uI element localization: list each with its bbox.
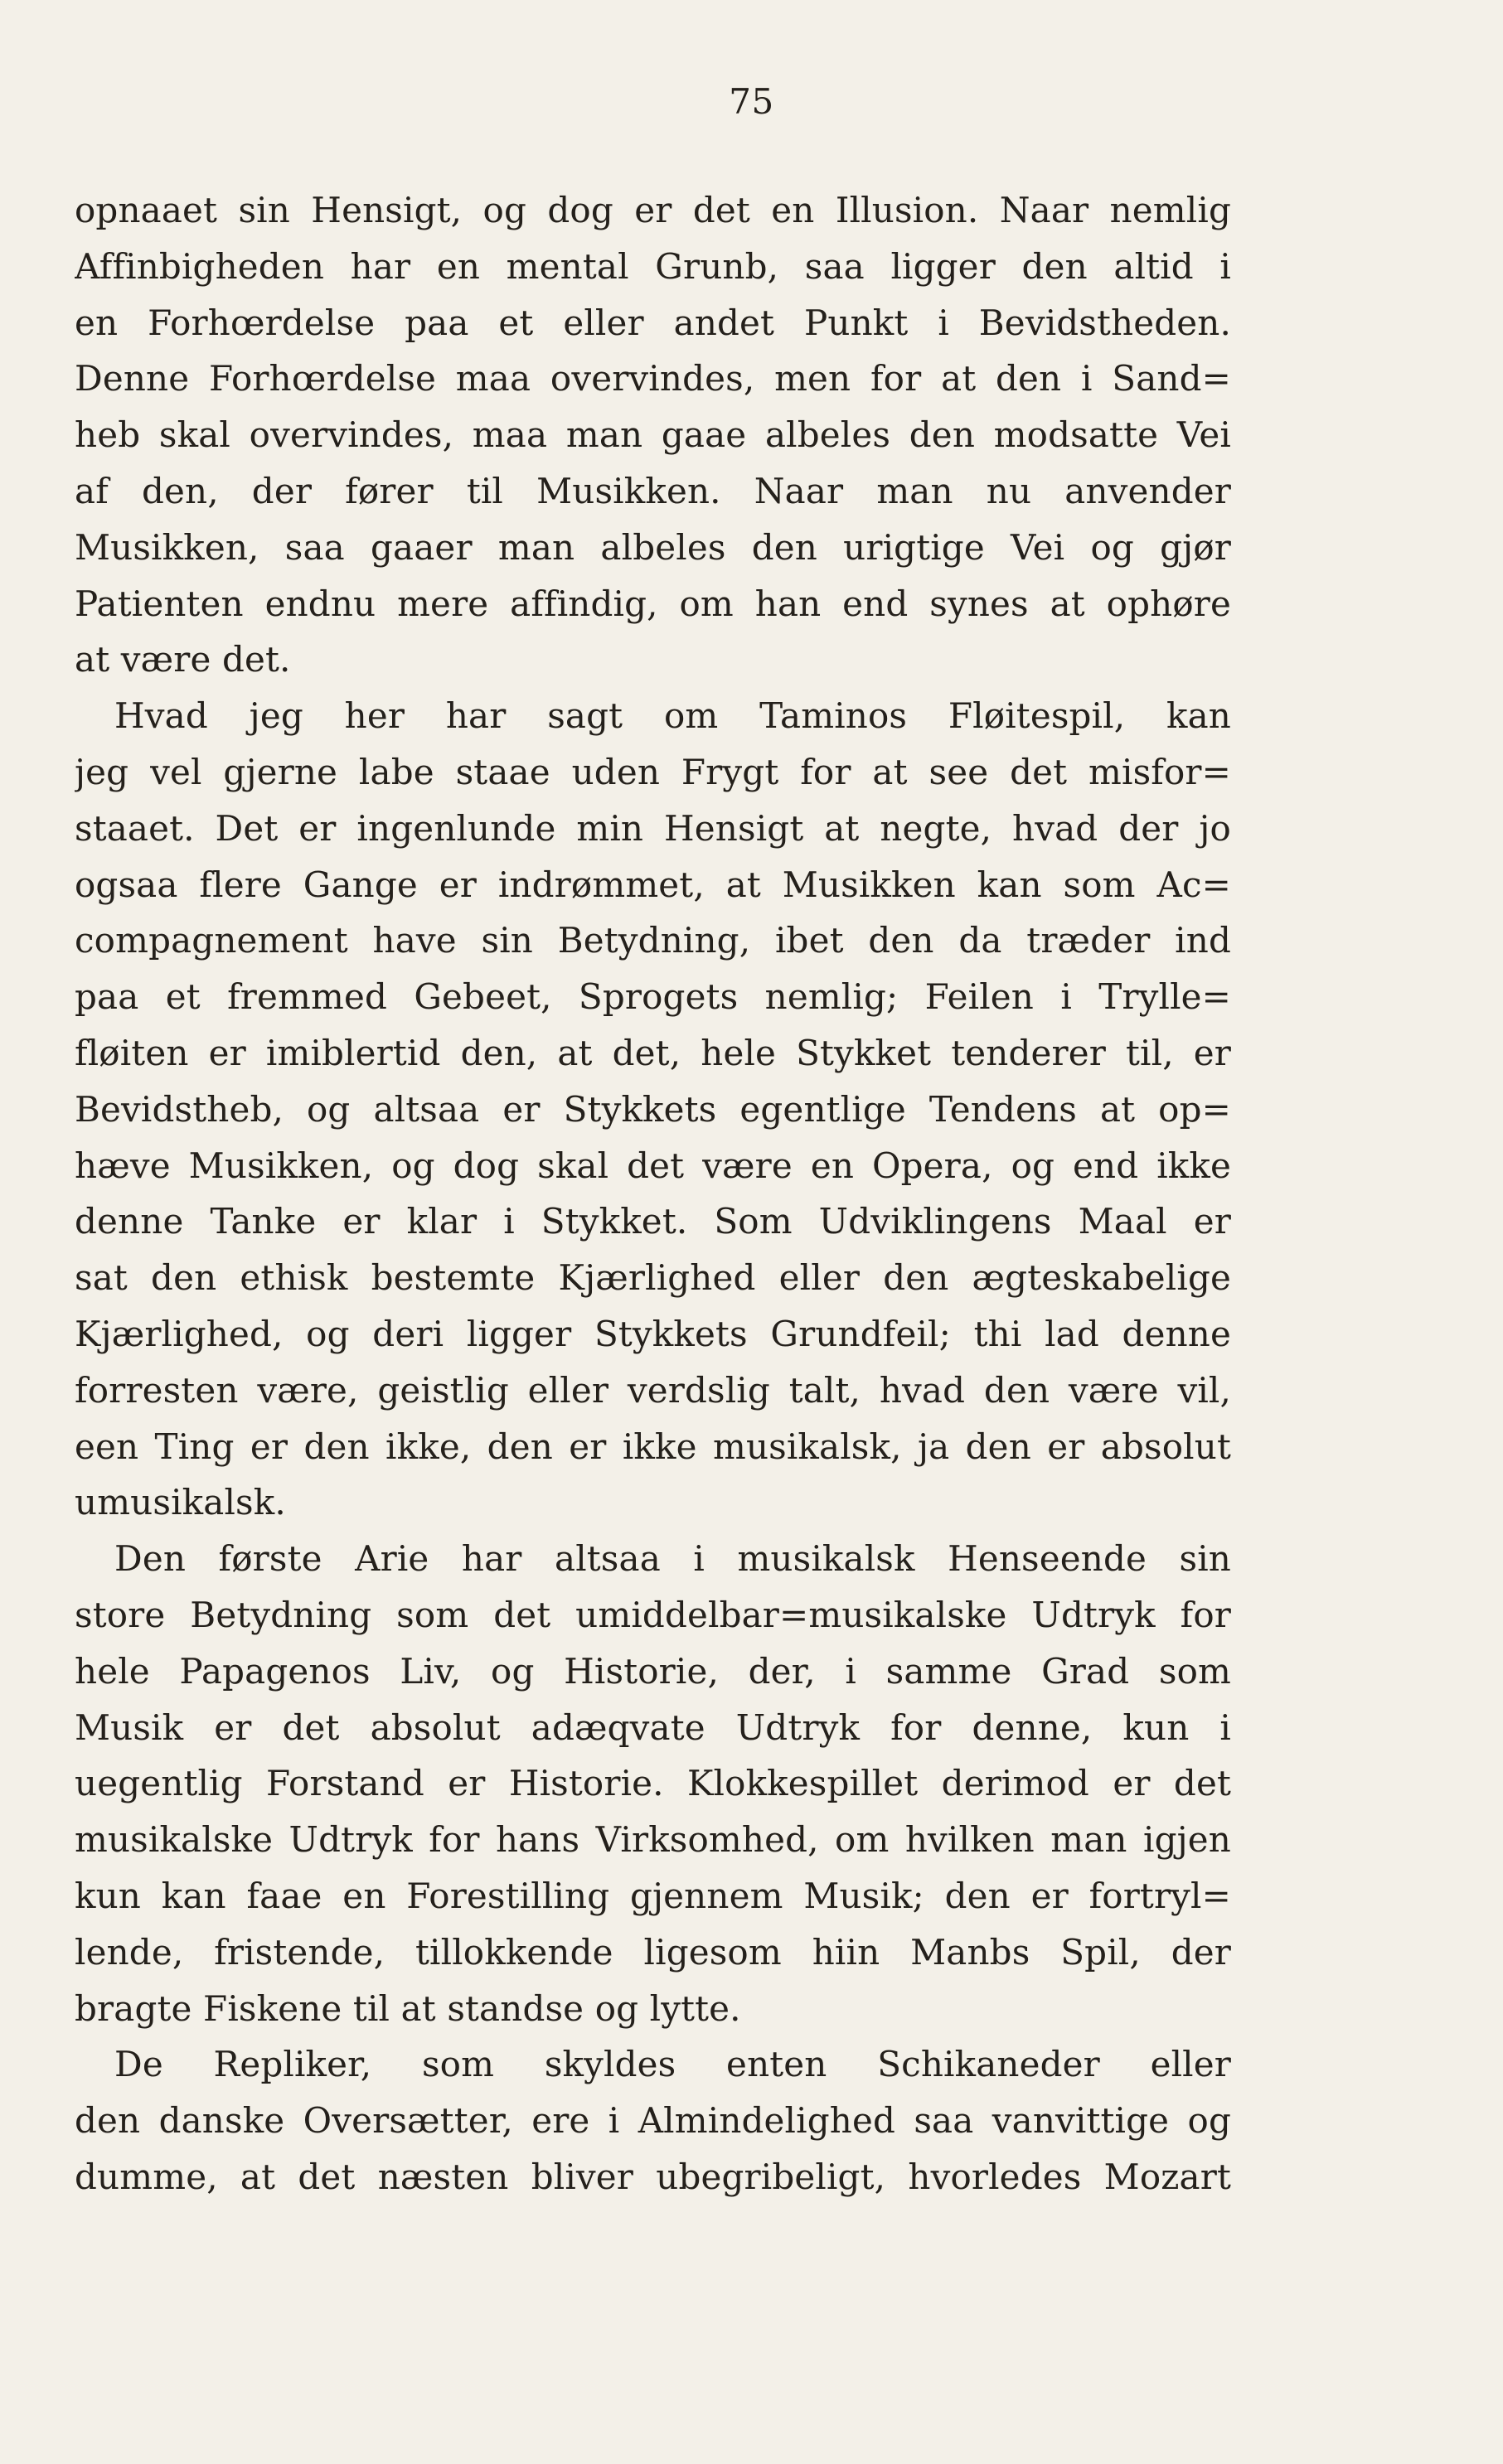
text-line: lende, fristende, tillokkende ligesom hiin Manbs Spil, der: [75, 1931, 1231, 1973]
text-line: uegentlig Forstand er Historie. Klokkespillet derimod er det: [75, 1763, 1231, 1804]
text-line: Musik er det absolut adæqvate Udtryk for denne, kun i: [75, 1706, 1231, 1748]
body-text: [75, 182, 1231, 2205]
page-number: 75: [729, 81, 774, 122]
text-line: umusikalsk.: [75, 1482, 286, 1523]
text-line: forresten være, geistlig eller verdslig talt, hvad den være vil,: [75, 1369, 1231, 1411]
paragraph-start-line: De Repliker, som skyldes enten Schikaneder eller: [114, 2044, 1231, 2085]
text-line: af den, der fører til Musikken. Naar man nu anvender: [75, 470, 1231, 511]
text-line: compagnement have sin Betydning, ibet den da træder ind: [75, 920, 1231, 961]
text-line: kun kan faae en Forestilling gjennem Musik; den er fortryl=: [75, 1875, 1231, 1916]
text-line: Bevidstheb, og altsaa er Stykkets egentlige Tendens at op=: [75, 1088, 1231, 1130]
text-line: denne Tanke er klar i Stykket. Som Udviklingens Maal er: [75, 1201, 1231, 1242]
text-line: een Ting er den ikke, den er ikke musikalsk, ja den er absolut: [75, 1426, 1231, 1467]
text-line: musikalske Udtryk for hans Virksomhed, om hvilken man igjen: [75, 1819, 1231, 1861]
text-line: bragte Fiskene til at standse og lytte.: [75, 1987, 741, 2029]
text-line: jeg vel gjerne labe staae uden Frygt for at see det misfor=: [75, 751, 1231, 792]
text-line: Patienten endnu mere affindig, om han end synes at ophøre: [75, 583, 1231, 624]
text-line: den danske Oversætter, ere i Almindelighed saa vanvittige og: [75, 2100, 1231, 2142]
text-line: Musikken, saa gaaer man albeles den urigtige Vei og gjør: [75, 526, 1231, 568]
text-line: paa et fremmed Gebeet, Sprogets nemlig; Feilen i Trylle=: [75, 976, 1231, 1018]
text-line: store Betydning som det umiddelbar=musikalske Udtryk for: [75, 1594, 1231, 1635]
text-line: Kjærlighed, og deri ligger Stykkets Grundfeil; thi lad denne: [75, 1313, 1231, 1354]
text-line: staaet. Det er ingenlunde min Hensigt at negte, hvad der jo: [75, 807, 1231, 849]
text-line: Denne Forhœrdelse maa overvindes, men for at den i Sand=: [75, 358, 1231, 399]
text-line: fløiten er imiblertid den, at det, hele Stykket tenderer til, er: [75, 1032, 1231, 1073]
text-line: ogsaa flere Gange er indrømmet, at Musikken kan som Ac=: [75, 864, 1231, 905]
paragraph-start-line: Den første Arie har altsaa i musikalsk Henseende sin: [114, 1538, 1231, 1580]
text-line: opnaaet sin Hensigt, og dog er det en Illusion. Naar nemlig: [75, 190, 1231, 230]
text-line: hæve Musikken, og dog skal det være en Opera, og end ikke: [75, 1145, 1231, 1186]
paragraph-start-line: Hvad jeg her har sagt om Taminos Fløitespil, kan: [114, 695, 1231, 737]
text-line: heb skal overvindes, maa man gaae albeles den modsatte Vei: [75, 414, 1231, 456]
text-line: hele Papagenos Liv, og Historie, der, i samme Grad som: [75, 1650, 1231, 1692]
text-line: dumme, at det næsten bliver ubegribeligt, hvorledes Mozart: [75, 2156, 1231, 2197]
text-line: at være det.: [75, 639, 291, 680]
text-line: en Forhœrdelse paa et eller andet Punkt i Bevidstheden.: [75, 302, 1231, 343]
text-line: sat den ethisk bestemte Kjærlighed eller den ægteskabelige: [75, 1257, 1231, 1299]
text-line: Affinbigheden har en mental Grunb, saa ligger den altid i: [75, 245, 1231, 287]
